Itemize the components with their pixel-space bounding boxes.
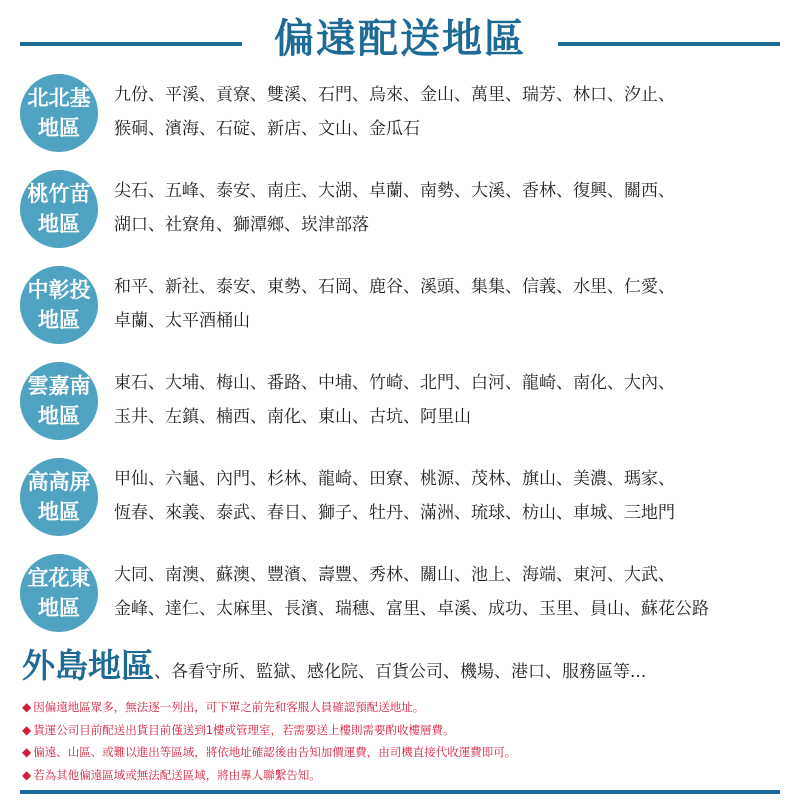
region-badge bbox=[20, 458, 98, 536]
region-badge bbox=[20, 266, 98, 344]
region-row-yunlin-chiayi-tainan bbox=[20, 362, 790, 438]
region-badge bbox=[20, 74, 98, 152]
region-badge-name: 桃竹苗 bbox=[27, 182, 91, 206]
region-place-list bbox=[114, 462, 794, 530]
region-badge-suffix: 地區 bbox=[38, 404, 80, 428]
region-badge-name: 中彰投 bbox=[27, 278, 91, 302]
region-badge bbox=[20, 362, 98, 440]
region-place-line: 卓蘭、太平酒桶山 bbox=[114, 311, 250, 331]
region-row-yilan-hualien-taitung bbox=[20, 554, 790, 630]
region-row-north bbox=[20, 74, 790, 150]
region-badge-name: 高高屏 bbox=[27, 470, 91, 494]
note-item bbox=[22, 719, 782, 742]
region-badge-suffix: 地區 bbox=[38, 212, 80, 236]
note-item bbox=[22, 696, 782, 719]
title-divider-right bbox=[558, 42, 780, 46]
region-place-line: 九份、平溪、貢寮、雙溪、石門、烏來、金山、萬里、瑞芳、林口、汐止、 bbox=[114, 85, 675, 105]
offshore-section bbox=[22, 640, 782, 690]
region-place-line: 東石、大埔、梅山、番路、中埔、竹崎、北門、白河、龍崎、南化、大內、 bbox=[114, 373, 675, 393]
note-text: 若為其他偏遠區域或無法配送區域，將由專人聯繫告知。 bbox=[33, 767, 321, 782]
region-badge-suffix: 地區 bbox=[38, 308, 80, 332]
region-badge bbox=[20, 170, 98, 248]
region-place-line: 猴硐、濱海、石碇、新店、文山、金瓜石 bbox=[114, 119, 420, 139]
note-item bbox=[22, 764, 782, 787]
region-badge-name: 宜花東 bbox=[27, 566, 91, 590]
region-place-list bbox=[114, 558, 794, 626]
region-place-line: 恆春、來義、泰武、春日、獅子、牡丹、滿洲、琉球、枋山、車城、三地門 bbox=[114, 503, 675, 523]
bottom-divider bbox=[20, 790, 780, 794]
region-place-line: 玉井、左鎮、楠西、南化、東山、古坑、阿里山 bbox=[114, 407, 471, 427]
region-badge bbox=[20, 554, 98, 632]
region-badge-suffix: 地區 bbox=[38, 596, 80, 620]
notes-list bbox=[22, 696, 782, 786]
region-place-line: 甲仙、六龜、內門、杉林、龍崎、田寮、桃源、茂林、旗山、美濃、瑪家、 bbox=[114, 469, 675, 489]
region-place-list bbox=[114, 78, 794, 146]
page-header bbox=[20, 12, 780, 68]
note-text: 貨運公司目前配送出貨目前僅送到1樓或管理室，若需要送上樓則需要酌收樓層費。 bbox=[33, 722, 455, 737]
region-place-line: 大同、南澳、蘇澳、豐濱、壽豐、秀林、關山、池上、海端、東河、大武、 bbox=[114, 565, 675, 585]
region-place-list bbox=[114, 174, 794, 242]
region-place-list bbox=[114, 366, 794, 434]
diamond-icon: ◆ bbox=[22, 722, 32, 737]
region-badge-suffix: 地區 bbox=[38, 116, 80, 140]
region-place-line: 金峰、達仁、太麻里、長濱、瑞穗、富里、卓溪、成功、玉里、員山、蘇花公路 bbox=[114, 599, 709, 619]
note-item bbox=[22, 741, 782, 764]
region-badge-suffix: 地區 bbox=[38, 500, 80, 524]
region-row-central bbox=[20, 266, 790, 342]
region-place-line: 湖口、社寮角、獅潭鄉、崁津部落 bbox=[114, 215, 369, 235]
region-place-list bbox=[114, 270, 794, 338]
offshore-title: 外島地區 bbox=[22, 646, 154, 685]
region-row-kaohsiung-pingtung bbox=[20, 458, 790, 534]
diamond-icon: ◆ bbox=[22, 767, 32, 782]
offshore-detail: 、各看守所、監獄、感化院、百貨公司、機場、港口、服務區等... bbox=[154, 662, 647, 682]
note-text: 偏遠、山區、或難以進出等區域，將依地址確認後由告知加價運費，由司機直接代收運費即可。 bbox=[33, 745, 517, 759]
region-badge-name: 北北基 bbox=[27, 86, 91, 110]
diamond-icon: ◆ bbox=[22, 700, 32, 714]
page-title: 偏遠配送地區 bbox=[274, 15, 526, 62]
region-row-taoyuan-hsinchu-miaoli bbox=[20, 170, 790, 246]
region-badge-name: 雲嘉南 bbox=[27, 374, 91, 398]
region-place-line: 尖石、五峰、泰安、南庄、大湖、卓蘭、南勢、大溪、香林、復興、關西、 bbox=[114, 181, 675, 201]
diamond-icon: ◆ bbox=[22, 745, 32, 759]
region-place-line: 和平、新社、泰安、東勢、石岡、鹿谷、溪頭、集集、信義、水里、仁愛、 bbox=[114, 277, 675, 297]
note-text: 因偏遠地區眾多，無法逐一列出，可下單之前先和客服人員確認預配送地址。 bbox=[33, 700, 425, 714]
